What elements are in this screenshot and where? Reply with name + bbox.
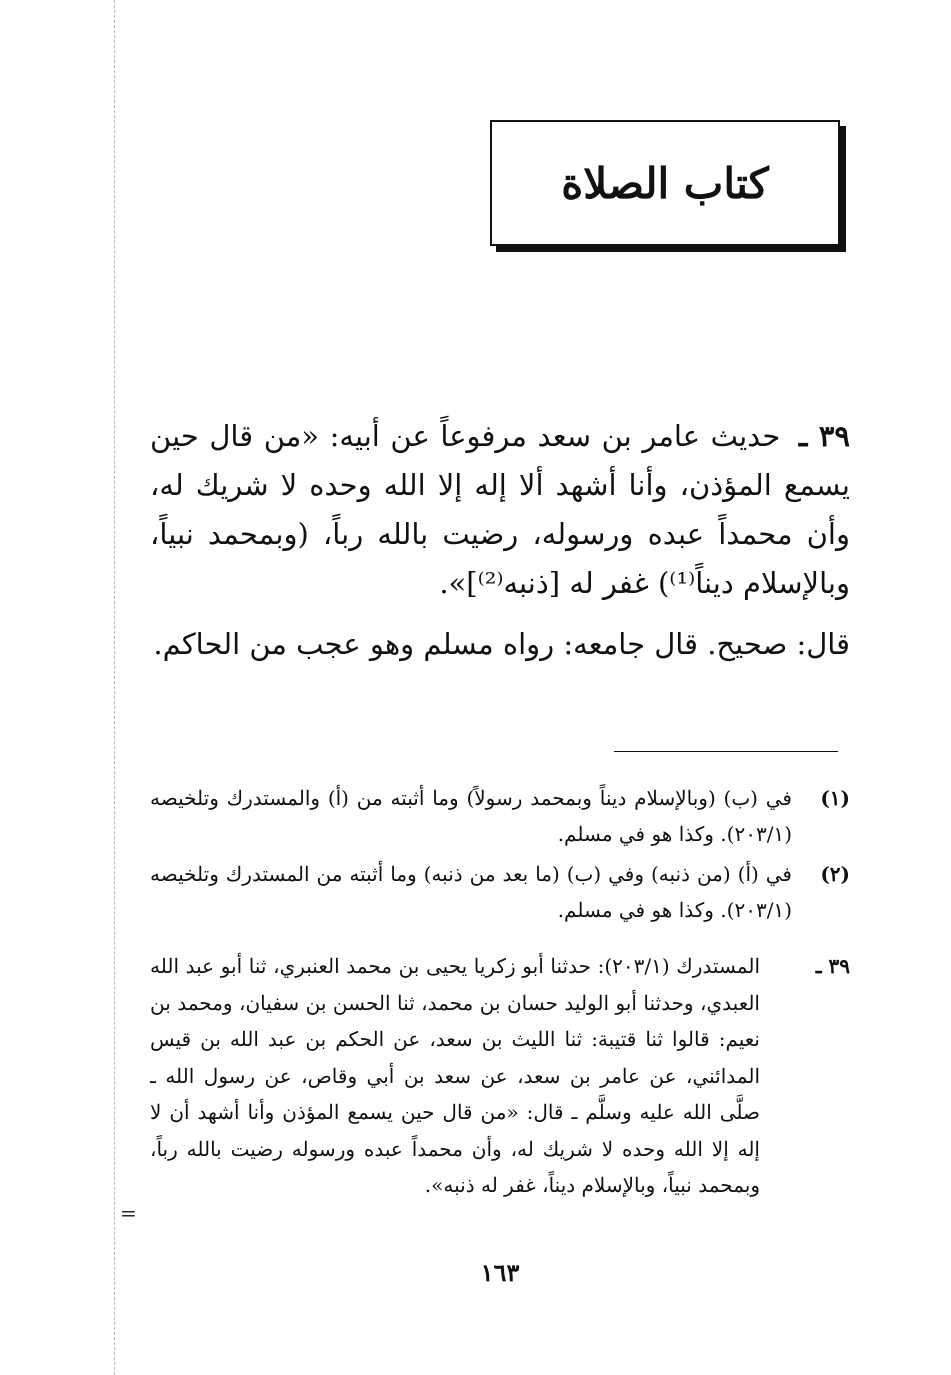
margin-guide-line bbox=[114, 0, 115, 1375]
footnotes bbox=[150, 780, 850, 932]
footnote-separator bbox=[614, 751, 838, 752]
hadith-text bbox=[150, 412, 850, 608]
continuation-mark: = bbox=[120, 1201, 137, 1225]
takhrij-number: ٣٩ ـ bbox=[815, 954, 850, 978]
takhrij-text: المستدرك (٢٠٣/١): حدثنا أبو زكريا يحيى بن محمد العنبري، ثنا أبو عبد الله العبدي، وحدثنا أبو الوليد حسان بن محمد، ثنا الحسن بن سفيان، ومحمد بن نعيم: قالوا ثنا قتيبة: ثنا الليث بن سعد، عن الحكم بن عبد الله بن قيس المدائني، عن عامر بن سعد، عن سعد بن أبي وقاص، عن رسول الله ـ صلَّى الله عليه وسلَّم ـ قال: «من قال حين يسمع المؤذن وأنا أشهد أن لا إله إلا الله وحده لا شريك له، وأن محمداً عبده ورسوله رضيت بالله رباً، وبمحمد نبياً، وبالإسلام ديناً، غفر له ذنبه». bbox=[150, 954, 761, 1197]
footnote-label: (١) bbox=[820, 786, 850, 810]
footnote-text: في (ب) (وبالإسلام ديناً وبمحمد رسولاً) وما أثبته من (أ) والمستدرك وتلخيصه (٢٠٣/١). وكذا هو في مسلم. bbox=[150, 786, 792, 846]
hadith-number: ٣٩ ـ bbox=[798, 419, 851, 453]
hadith-block bbox=[150, 412, 850, 669]
footnote-label: (٢) bbox=[820, 862, 850, 886]
footnote-text: في (أ) (من ذنبه) وفي (ب) (ما بعد من ذنبه) وما أثبته من المستدرك وتلخيصه (٢٠٣/١). وكذا هو في مسلم. bbox=[150, 862, 792, 922]
chapter-title: كتاب الصلاة bbox=[561, 158, 769, 208]
footnote-2 bbox=[150, 856, 850, 928]
footnote-1 bbox=[150, 780, 850, 852]
page-number: ١٦٣ bbox=[480, 1258, 520, 1287]
hadith-ruling: قال: صحيح. قال جامعه: رواه مسلم وهو عجب من الحاكم. bbox=[153, 627, 850, 661]
hadith-body: حديث عامر بن سعد مرفوعاً عن أبيه: «من قال حين يسمع المؤذن، وأنا أشهد ألا إله إلا الله وحده لا شريك له، وأن محمداً عبده ورسوله، رضيت بالله رباً، (وبمحمد نبياً، وبالإسلام ديناً⁽¹⁾) غفر له [ذنبه⁽²⁾]». bbox=[150, 419, 850, 600]
takhrij-note bbox=[150, 948, 850, 1204]
chapter-title-box bbox=[490, 120, 840, 246]
